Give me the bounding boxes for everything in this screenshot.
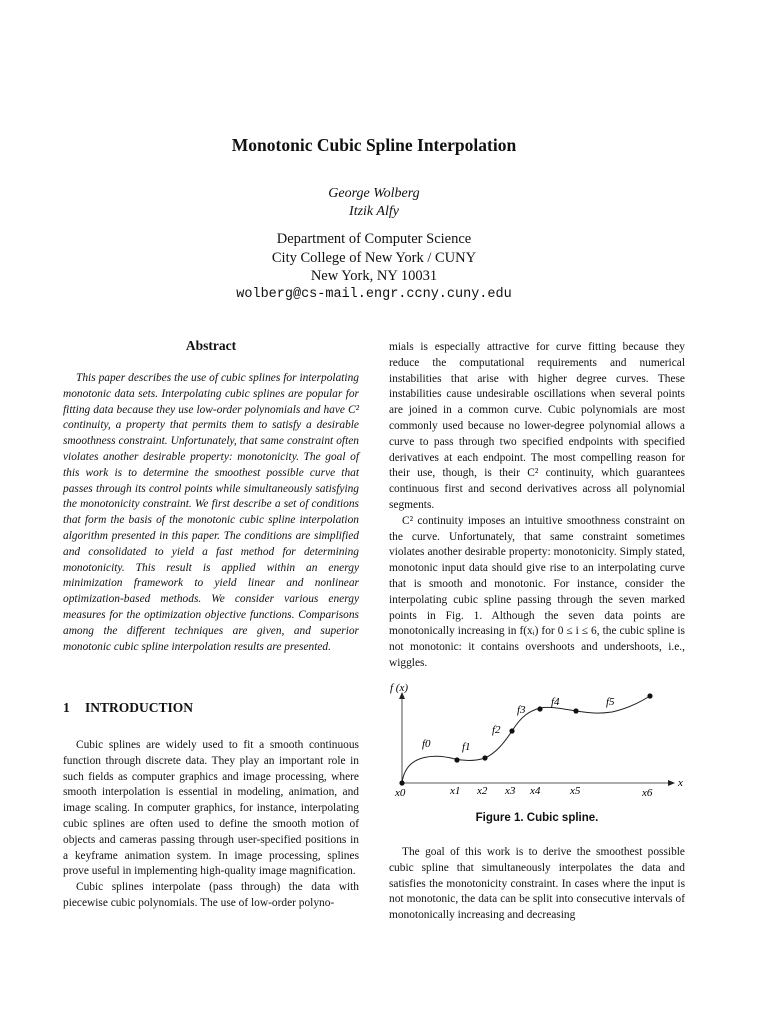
author-email[interactable]: wolberg@cs-mail.engr.ccny.cuny.edu: [236, 286, 512, 302]
point-label: x0: [395, 787, 406, 799]
paper-title: Monotonic Cubic Spline Interpolation: [231, 135, 517, 155]
segment-label: f2: [492, 724, 501, 736]
section-number: 1: [63, 700, 70, 715]
segment-labels: [422, 696, 615, 753]
abstract-heading: Abstract: [185, 338, 237, 353]
paragraph: mials is especially attractive for curve fitting because they reduce the computational requirements and numerical instabilities that arise with higher degree curves. These instabilities cause undesirable oscillations when several points are joined in a common curve. Cubic polynomials are most commonly used because no lower-degree polynomial allows a curve to pass through two specified endpoints with specified derivatives at each endpoint. The most compelling reason for their use, though, is their C² continuity, which guarantees continuous first and second derivatives across all polynomial segments.: [389, 341, 685, 511]
x-axis-arrow: [668, 780, 675, 786]
paragraph: Cubic splines are widely used to fit a smooth continuous function through discrete data. They play an important role in such fields as computer graphics and image processing, where smooth interpolation is essential in modeling, animation, and image scaling. In computer graphics, for instance, interpolating cubic splines are often used to define the smooth motion of objects and cameras passing through user-specified positions in a keyframe animation system. In image processing, splines prove useful in implementing high-quality image magnification.: [63, 739, 359, 878]
point-label: x4: [530, 785, 541, 797]
section-heading: [63, 700, 359, 716]
segment-label: f0: [422, 738, 431, 750]
point-labels: [394, 785, 653, 799]
paragraph: Cubic splines interpolate (pass through) the data with piecewise cubic polynomials. The use of low-order polyno-: [63, 881, 359, 909]
figure-caption: Figure 1. Cubic spline.: [475, 812, 599, 824]
data-point: [482, 755, 487, 760]
data-point: [647, 693, 652, 698]
segment-label: f1: [462, 741, 471, 753]
data-point: [399, 780, 404, 785]
author-name: George Wolberg: [328, 186, 420, 201]
segment-label: f5: [606, 696, 615, 708]
author-list: [0, 185, 748, 221]
point-label: x1: [450, 785, 461, 797]
figure-cubic-spline: [380, 675, 700, 805]
point-label: x3: [505, 785, 516, 797]
introduction-body: [63, 738, 359, 912]
x-axis-label: x: [678, 777, 683, 789]
data-points: [399, 693, 652, 785]
segment-label: f4: [551, 696, 560, 708]
affiliation-line: City College of New York / CUNY: [271, 249, 477, 266]
abstract-body: [63, 371, 359, 655]
paragraph: C² continuity imposes an intuitive smoothness constraint on the curve. Unfortunately, that same constraint sometimes violates another desirable property: monotonicity. Simply stated, monotonic input data should give rise to an interpolating curve that is smooth and monotonic. For instance, consider the interpolating cubic spline passing through the seven marked points in Fig. 1. Although the seven data points are monotonically increasing in f(xᵢ) for 0 ≤ i ≤ 6, the cubic spline is not monotonic: it contains overshoots and undershoots, i.e., wiggles.: [389, 514, 685, 669]
affiliation-block: [0, 230, 748, 304]
abstract-text: This paper describes the use of cubic splines for interpolating monotonic data sets. Interpolating cubic splines are popular for fitting data because they use low-order polynomials and have C² continuity, a property that permits them to satisfy a desirable smoothness constraint. Unfortunately, that same constraint often violates another desirable property: monotonicity. The goal of this work is to determine the smoothest possible curve that passes through its control points while simultaneously satisfying the monotonicity constraint. We first describe a set of conditions that form the basis of the monotonic cubic spline interpolation algorithm presented in this paper. The conditions are simplified and consolidated to yield a fast method for determining monotonicity. This result is applied within an energy minimization framework to yield linear and nonlinear optimization-based methods. We consider various energy measures for the optimization objective functions. Comparisons among the different techniques are given, and superior monotonic cubic spline interpolation results are presented.: [63, 372, 359, 653]
paragraph: The goal of this work is to derive the smoothest possible cubic spline that simultaneously interpolates the data and satisfies the monotonicity constraint. In cases where the input is not monotonic, the data can be split into consecutive intervals of monotonically increasing and decreasing: [389, 846, 685, 922]
data-point: [454, 757, 459, 762]
affiliation-line: Department of Computer Science: [276, 231, 472, 247]
point-label: x5: [570, 785, 581, 797]
section-title: INTRODUCTION: [85, 700, 194, 715]
author-name: Itzik Alfy: [349, 204, 399, 219]
axes: [399, 692, 675, 786]
data-point: [573, 708, 578, 713]
right-column-continued: [389, 845, 685, 924]
affiliation-line: New York, NY 10031: [310, 268, 438, 284]
point-label: x6: [642, 787, 653, 799]
segment-label: f3: [517, 704, 526, 716]
data-point: [537, 706, 542, 711]
spline-curve: [402, 696, 650, 783]
data-point: [509, 728, 514, 733]
y-axis-label: f (x): [390, 682, 409, 694]
right-column-body: [389, 340, 685, 672]
point-label: x2: [477, 785, 488, 797]
